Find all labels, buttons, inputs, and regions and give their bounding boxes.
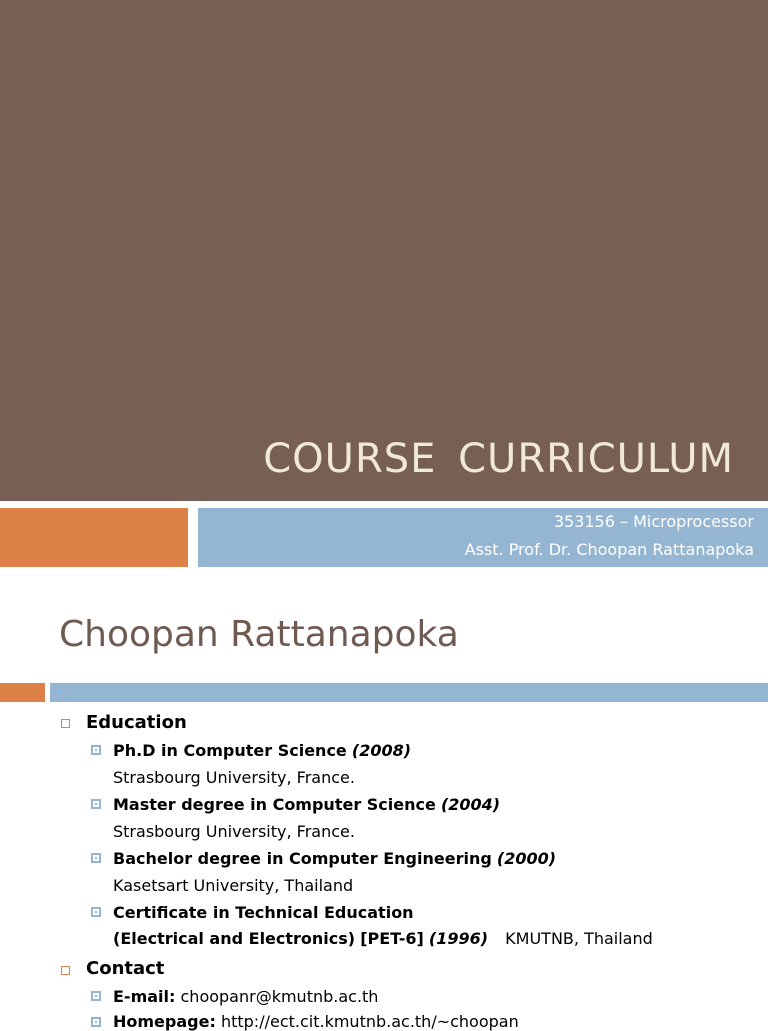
square-bullet-icon	[91, 1017, 101, 1027]
square-bullet-icon	[91, 907, 101, 917]
education-item-bachelor	[113, 849, 556, 868]
institution: Strasbourg University, France.	[113, 822, 355, 841]
square-bullet-icon	[61, 966, 70, 975]
degree-year: (2000)	[496, 849, 557, 868]
instructor-line: Asst. Prof. Dr. Choopan Rattanapoka	[464, 540, 754, 559]
degree-year: (2008)	[351, 741, 412, 760]
homepage-label: Homepage:	[113, 1012, 216, 1031]
contact-email	[113, 987, 378, 1006]
square-bullet-icon	[91, 991, 101, 1001]
email-label: E-mail:	[113, 987, 176, 1006]
education-label: Education	[86, 712, 187, 733]
contact-homepage	[113, 1012, 519, 1031]
square-bullet-icon	[61, 719, 70, 728]
education-item-certificate	[113, 903, 414, 922]
homepage-link[interactable]: http://ect.cit.kmutnb.ac.th/~choopan	[220, 1012, 519, 1031]
profile-heading: Choopan Rattanapoka	[59, 614, 459, 655]
institution: KMUTNB, Thailand	[505, 929, 653, 948]
degree-name: Ph.D in Computer Science	[113, 741, 347, 760]
contact-label: Contact	[86, 958, 165, 979]
square-bullet-icon	[91, 799, 101, 809]
degree-name: Certificate in Technical Education	[113, 903, 414, 922]
degree-name: Master degree in Computer Science	[113, 795, 436, 814]
slide-title: COURSE CURRICULUM	[263, 436, 734, 482]
square-bullet-icon	[91, 853, 101, 863]
course-line: 353156 – Microprocessor	[553, 512, 754, 531]
square-bullet-icon	[91, 745, 101, 755]
certificate-code: [PET-6]	[360, 929, 424, 948]
education-item-phd	[113, 741, 411, 760]
education-item-master	[113, 795, 500, 814]
certificate-detail	[113, 929, 653, 948]
email-link[interactable]: choopanr@kmutnb.ac.th	[180, 987, 379, 1006]
institution: Kasetsart University, Thailand	[113, 876, 354, 895]
institution: Strasbourg University, France.	[113, 768, 355, 787]
degree-year: (2004)	[440, 795, 501, 814]
degree-name: Bachelor degree in Computer Engineering	[113, 849, 492, 868]
certificate-field: (Electrical and Electronics)	[113, 929, 356, 948]
degree-year: (1996)	[428, 929, 489, 948]
